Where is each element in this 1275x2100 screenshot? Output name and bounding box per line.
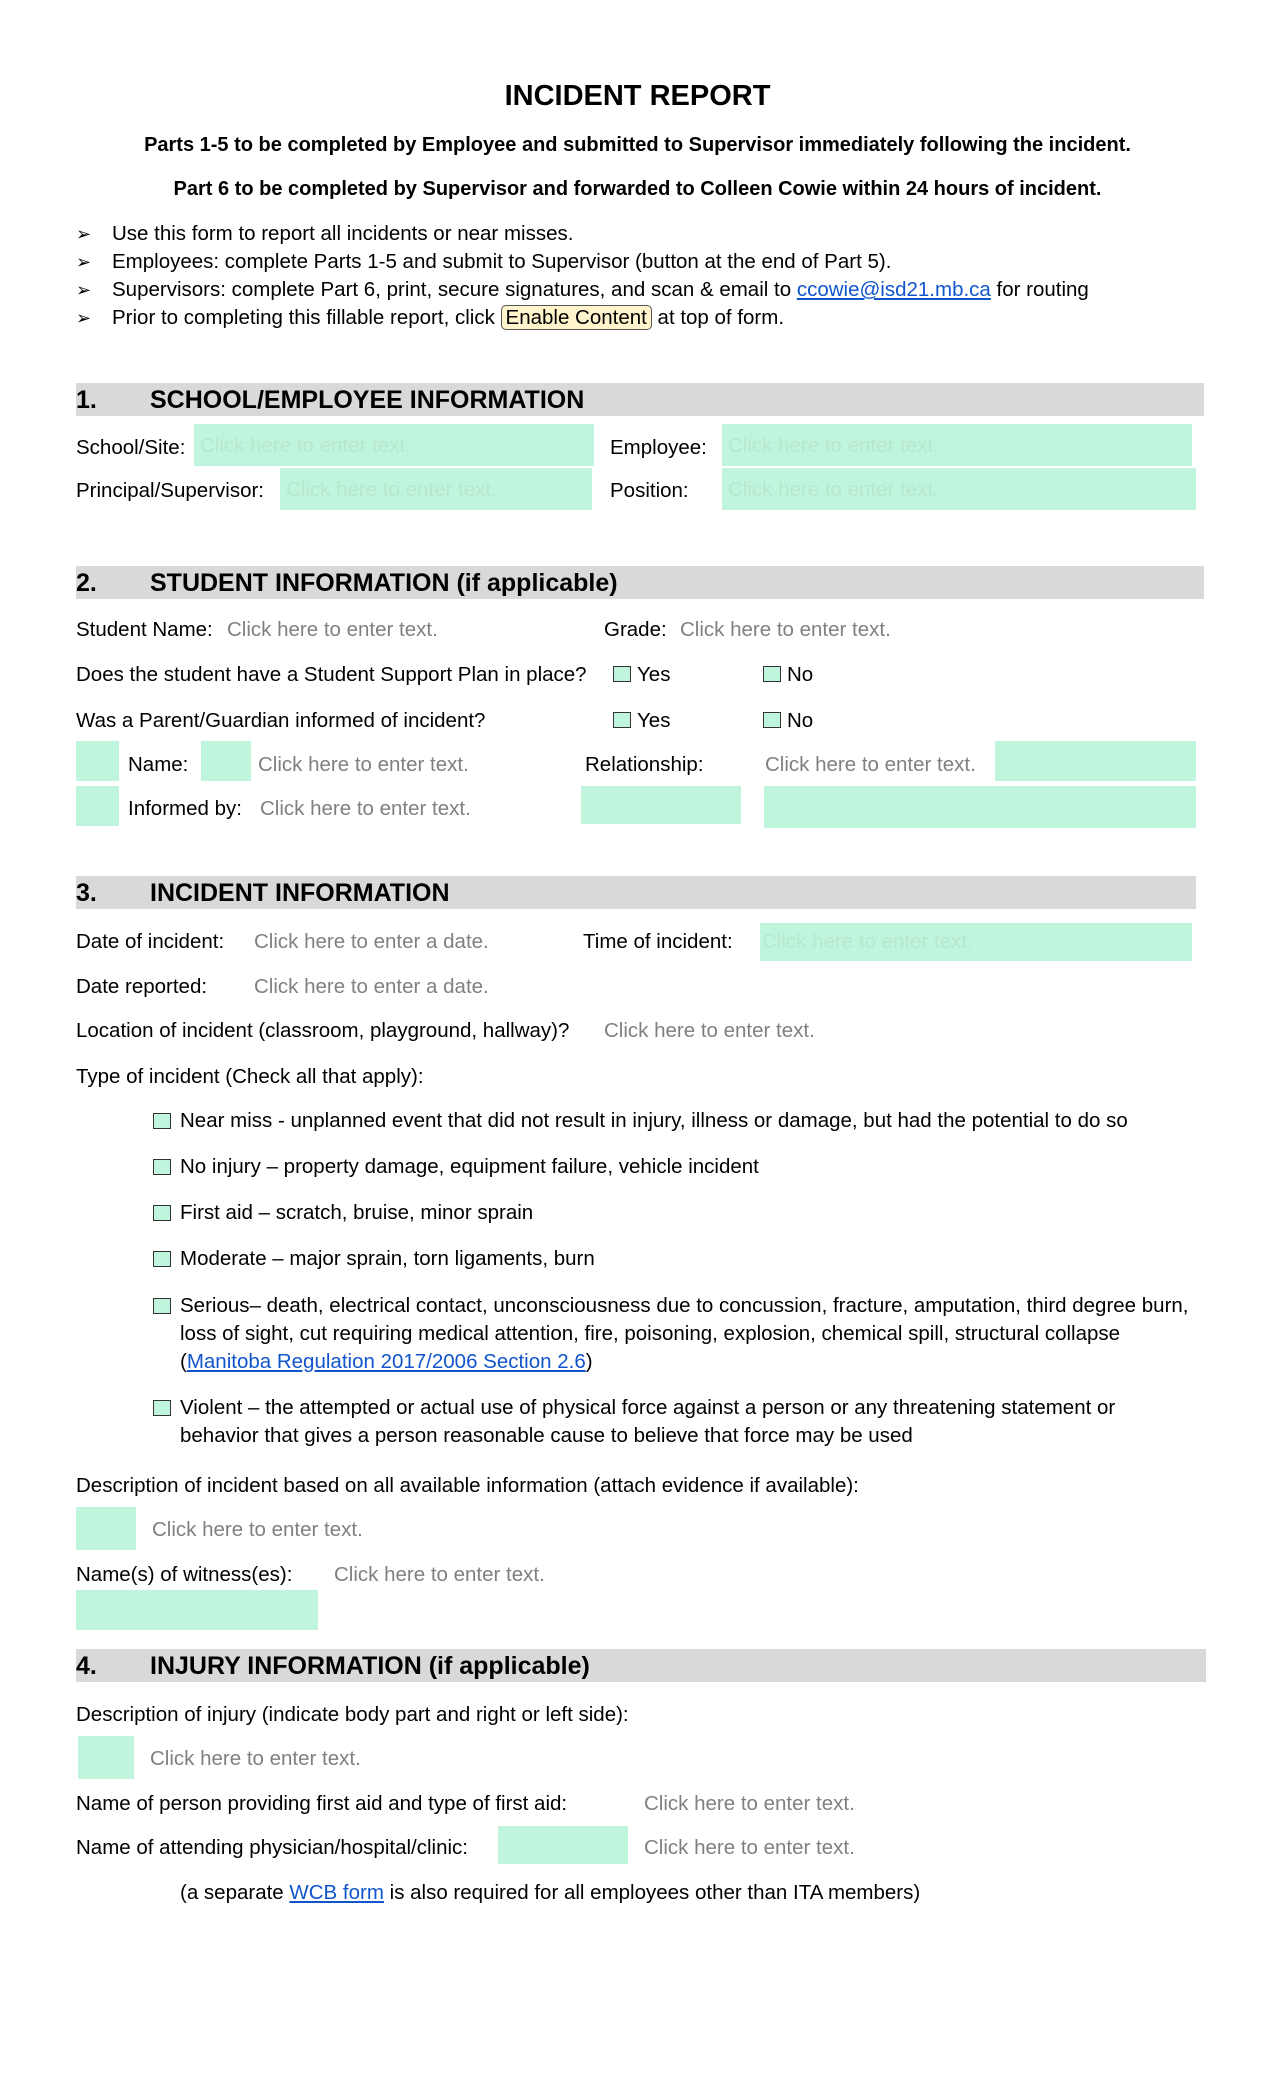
grade-label: Grade: bbox=[604, 618, 667, 641]
student-name-input[interactable]: Click here to enter text. bbox=[227, 618, 438, 641]
parent-yes-option[interactable]: Yes bbox=[613, 709, 670, 733]
moderate-label: Moderate – major sprain, torn ligaments, burn bbox=[180, 1247, 595, 1270]
arrow-icon: ➢ bbox=[76, 280, 92, 300]
wcb-form-link[interactable]: WCB form bbox=[289, 1881, 384, 1904]
no-injury-checkbox[interactable] bbox=[153, 1159, 171, 1175]
parent-yes-checkbox[interactable] bbox=[613, 712, 631, 728]
witness-input[interactable]: Click here to enter text. bbox=[334, 1563, 545, 1586]
date-reported-label: Date reported: bbox=[76, 975, 208, 998]
parent-name-label: Name: bbox=[128, 753, 189, 776]
relationship-block[interactable] bbox=[995, 741, 1196, 781]
violent-label: Violent – the attempted or actual use of physical force against a person or any threatening statement or behavior that gives a person reasonable cause to believe that force may be used bbox=[180, 1396, 1116, 1447]
position-input[interactable]: Click here to enter text. bbox=[722, 468, 1196, 510]
arrow-icon: ➢ bbox=[76, 252, 92, 272]
relationship-label: Relationship: bbox=[585, 753, 704, 776]
location-label: Location of incident (classroom, playground, hallway)? bbox=[76, 1019, 570, 1042]
physician-block[interactable] bbox=[498, 1826, 628, 1864]
parent-question: Was a Parent/Guardian informed of incident? bbox=[76, 709, 486, 732]
ssp-no-option[interactable]: No bbox=[763, 663, 813, 687]
employee-input[interactable]: Click here to enter text. bbox=[722, 424, 1192, 466]
informed-block-1[interactable] bbox=[581, 786, 741, 824]
location-input[interactable]: Click here to enter text. bbox=[604, 1019, 815, 1042]
school-input[interactable]: Click here to enter text. bbox=[194, 424, 594, 466]
injury-description-label: Description of injury (indicate body part and right or left side): bbox=[76, 1703, 629, 1726]
informed-block-2[interactable] bbox=[764, 786, 1196, 828]
principal-label: Principal/Supervisor: bbox=[76, 479, 264, 502]
date-of-incident-input[interactable]: Click here to enter a date. bbox=[254, 930, 489, 953]
section-1-header: 1. SCHOOL/EMPLOYEE INFORMATION bbox=[76, 383, 1204, 416]
section-4-header: 4. INJURY INFORMATION (if applicable) bbox=[76, 1649, 1206, 1682]
arrow-icon: ➢ bbox=[76, 224, 92, 244]
parent-no-checkbox[interactable] bbox=[763, 712, 781, 728]
bullet-4: ➢ Prior to completing this fillable report, click Enable Content at top of form. bbox=[76, 306, 785, 329]
physician-input[interactable]: Click here to enter text. bbox=[644, 1836, 855, 1859]
physician-label: Name of attending physician/hospital/clinic: bbox=[76, 1836, 468, 1859]
bullet-2: ➢ Employees: complete Parts 1-5 and submit to Supervisor (button at the end of Part 5). bbox=[76, 250, 892, 273]
school-label: School/Site: bbox=[76, 436, 186, 459]
injury-block[interactable] bbox=[78, 1736, 134, 1779]
form-title: INCIDENT REPORT bbox=[504, 80, 771, 112]
date-reported-input[interactable]: Click here to enter a date. bbox=[254, 975, 489, 998]
near-miss-checkbox[interactable] bbox=[153, 1113, 171, 1129]
serious-label: Serious– death, electrical contact, unconsciousness due to concussion, fracture, amputation, third degree burn, loss of sight, cut requiring medical attention, fire, poisoning, explosion, chemical spill, structural collapse (Manitoba Regulation 2017/2006 Section 2.6) bbox=[180, 1294, 1189, 1373]
first-aid-label: First aid – scratch, bruise, minor sprain bbox=[180, 1201, 534, 1224]
bullet-3: ➢ Supervisors: complete Part 6, print, secure signatures, and scan & email to ccowie@isd21.mb.ca for routing bbox=[76, 278, 1089, 301]
injury-input[interactable]: Click here to enter text. bbox=[150, 1747, 361, 1770]
position-label: Position: bbox=[610, 479, 689, 502]
employee-instruction: Parts 1-5 to be completed by Employee and submitted to Supervisor immediately following the incident. bbox=[144, 134, 1131, 156]
ssp-no-checkbox[interactable] bbox=[763, 666, 781, 682]
moderate-checkbox[interactable] bbox=[153, 1251, 171, 1267]
employee-label: Employee: bbox=[610, 436, 707, 459]
wcb-note: (a separate WCB form is also required for all employees other than ITA members) bbox=[180, 1881, 921, 1904]
near-miss-label: Near miss - unplanned event that did not result in injury, illness or damage, but had the potential to do so bbox=[180, 1109, 1128, 1132]
first-aid-provider-label: Name of person providing first aid and type of first aid: bbox=[76, 1792, 568, 1815]
date-of-incident-label: Date of incident: bbox=[76, 930, 225, 953]
email-link[interactable]: ccowie@isd21.mb.ca bbox=[796, 278, 991, 301]
description-block[interactable] bbox=[76, 1507, 136, 1550]
informed-by-label: Informed by: bbox=[128, 797, 242, 820]
first-aid-checkbox[interactable] bbox=[153, 1205, 171, 1221]
principal-input[interactable]: Click here to enter text. bbox=[280, 468, 592, 510]
time-of-incident-label: Time of incident: bbox=[583, 930, 733, 953]
ssp-yes-checkbox[interactable] bbox=[613, 666, 631, 682]
supervisor-instruction: Part 6 to be completed by Supervisor and forwarded to Colleen Cowie within 24 hours of incident. bbox=[173, 178, 1102, 200]
informed-by-input[interactable]: Click here to enter text. bbox=[260, 797, 471, 820]
grade-input[interactable]: Click here to enter text. bbox=[680, 618, 891, 641]
arrow-icon: ➢ bbox=[76, 308, 92, 328]
witness-label: Name(s) of witness(es): bbox=[76, 1563, 293, 1586]
no-injury-label: No injury – property damage, equipment failure, vehicle incident bbox=[180, 1155, 759, 1178]
parent-name-block[interactable] bbox=[201, 741, 251, 781]
manitoba-regulation-link[interactable]: Manitoba Regulation 2017/2006 Section 2.6 bbox=[186, 1350, 586, 1373]
first-aid-provider-input[interactable]: Click here to enter text. bbox=[644, 1792, 855, 1815]
student-name-label: Student Name: bbox=[76, 618, 213, 641]
ssp-question: Does the student have a Student Support Plan in place? bbox=[76, 663, 587, 686]
section-2-header: 2. STUDENT INFORMATION (if applicable) bbox=[76, 566, 1204, 599]
name-field-block[interactable] bbox=[76, 741, 119, 781]
parent-name-input[interactable]: Click here to enter text. bbox=[258, 753, 469, 776]
ssp-yes-option[interactable]: Yes bbox=[613, 663, 670, 687]
informed-field-block[interactable] bbox=[76, 786, 119, 826]
witness-block[interactable] bbox=[76, 1590, 318, 1630]
relationship-input[interactable]: Click here to enter text. bbox=[765, 753, 976, 776]
description-input[interactable]: Click here to enter text. bbox=[152, 1518, 363, 1541]
time-of-incident-input[interactable]: Click here to enter text. bbox=[760, 923, 1192, 961]
enable-content-button: Enable Content bbox=[501, 305, 652, 330]
violent-checkbox[interactable] bbox=[153, 1400, 171, 1416]
section-3-header: 3. INCIDENT INFORMATION bbox=[76, 876, 1196, 909]
bullet-1: ➢ Use this form to report all incidents or near misses. bbox=[76, 222, 574, 245]
type-label: Type of incident (Check all that apply): bbox=[76, 1065, 424, 1088]
serious-checkbox[interactable] bbox=[153, 1298, 171, 1314]
parent-no-option[interactable]: No bbox=[763, 709, 813, 733]
description-label: Description of incident based on all available information (attach evidence if available): bbox=[76, 1474, 859, 1497]
